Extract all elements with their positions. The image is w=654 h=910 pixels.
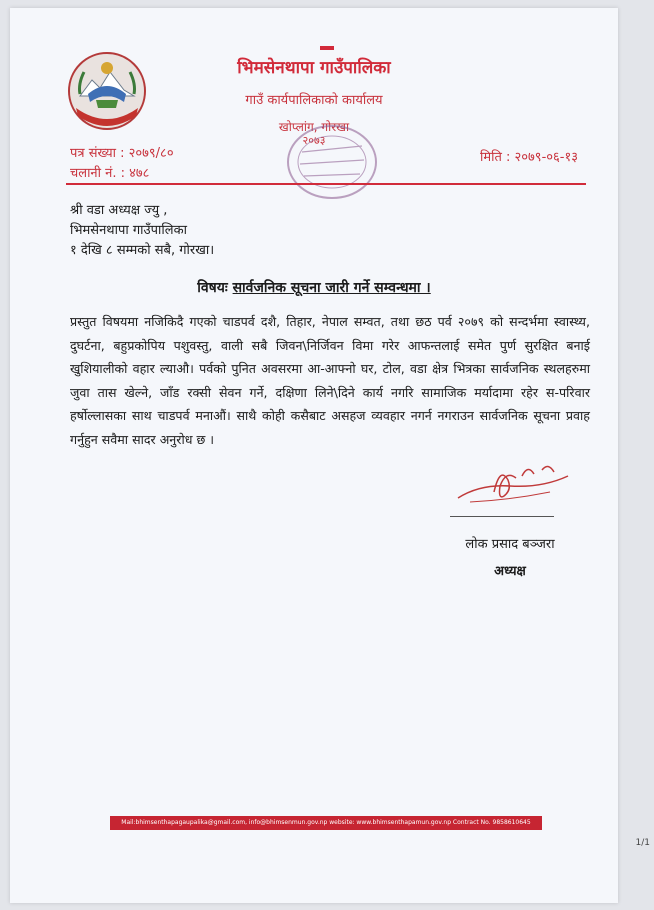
recipient-line: श्री वडा अध्यक्ष ज्यु , <box>70 203 168 218</box>
office-address: खोप्लांग, गोरखा <box>278 120 350 134</box>
header-divider <box>66 183 586 185</box>
office-name: गाउँ कार्यपालिकाको कार्यालय <box>245 93 383 108</box>
municipality-title: भिमसेनथापा गाउँपालिका <box>237 58 391 78</box>
header-accent-mark <box>320 46 334 50</box>
recipient-line: १ देखि ८ सम्मको सबै, गोरखा। <box>70 243 215 258</box>
page-number: 1/1 <box>635 838 650 848</box>
signature-line <box>450 516 554 517</box>
subject-label: विषयः <box>197 280 228 296</box>
signatory-title: अध्यक्ष <box>494 564 526 579</box>
recipient-block <box>70 201 214 261</box>
dispatch-number: चलानी नं. : ४७८ <box>70 166 150 181</box>
letter-date: मिति : २०७९-०६-१३ <box>479 150 578 165</box>
signature-icon <box>450 456 578 508</box>
letter-number: पत्र संख्या : २०७९/८० <box>70 146 174 161</box>
signatory-name: लोक प्रसाद बञ्जरा <box>465 537 555 552</box>
footer-contact-bar: Mail:bhimsenthapagaupalika@gmail.com, info@bhimsenmun.gov.np website: www.bhimsenthapamun.gov.np Contract No. 9858610645 <box>110 816 542 830</box>
establishment-year: २०७३ <box>302 134 326 147</box>
subject-line <box>10 278 618 297</box>
letter-page <box>10 8 618 903</box>
office-stamp-icon <box>272 112 384 208</box>
recipient-line: भिमसेनथापा गाउँपालिका <box>70 223 187 238</box>
subject-text: सार्वजनिक सूचना जारी गर्ने सम्वन्धमा । <box>232 280 431 296</box>
letter-body: प्रस्तुत विषयमा नजिकिदै गएको चाडपर्व दशै, तिहार, नेपाल सम्वत, तथा छठ पर्व २०७९ को सन्दर्भमा स्वास्थ्य, दुघर्टना, बहुप्रकोपिय पशुवस्तु, वाली सबै जिवन\निर्जिवन विमा गरेर आफन्तलाई समेत पुर्ण सुरक्षित बनाई खुशियालीको वहार ल्याऔ। पर्वको पुनित अवसरमा आ-आफ्नो घर, टोल, वडा क्षेत्र भित्रका सार्वजनिक स्थलहरुमा जुवा तास खेल्ने, जाँड रक्सी सेवन गर्ने, दक्षिणा लिने\दिने कार्य नगरि सामाजिक मर्यादामा रहेर स-परिवार हर्षोल्लासका साथ चाडपर्व मनाऔं। साथै कोही कसैबाट असहज व्यवहार नगर्न नगराउन सार्वजनिक सूचना प्रवाह गर्नुहुन सवैमा सादर अनुरोध छ । <box>70 314 590 447</box>
